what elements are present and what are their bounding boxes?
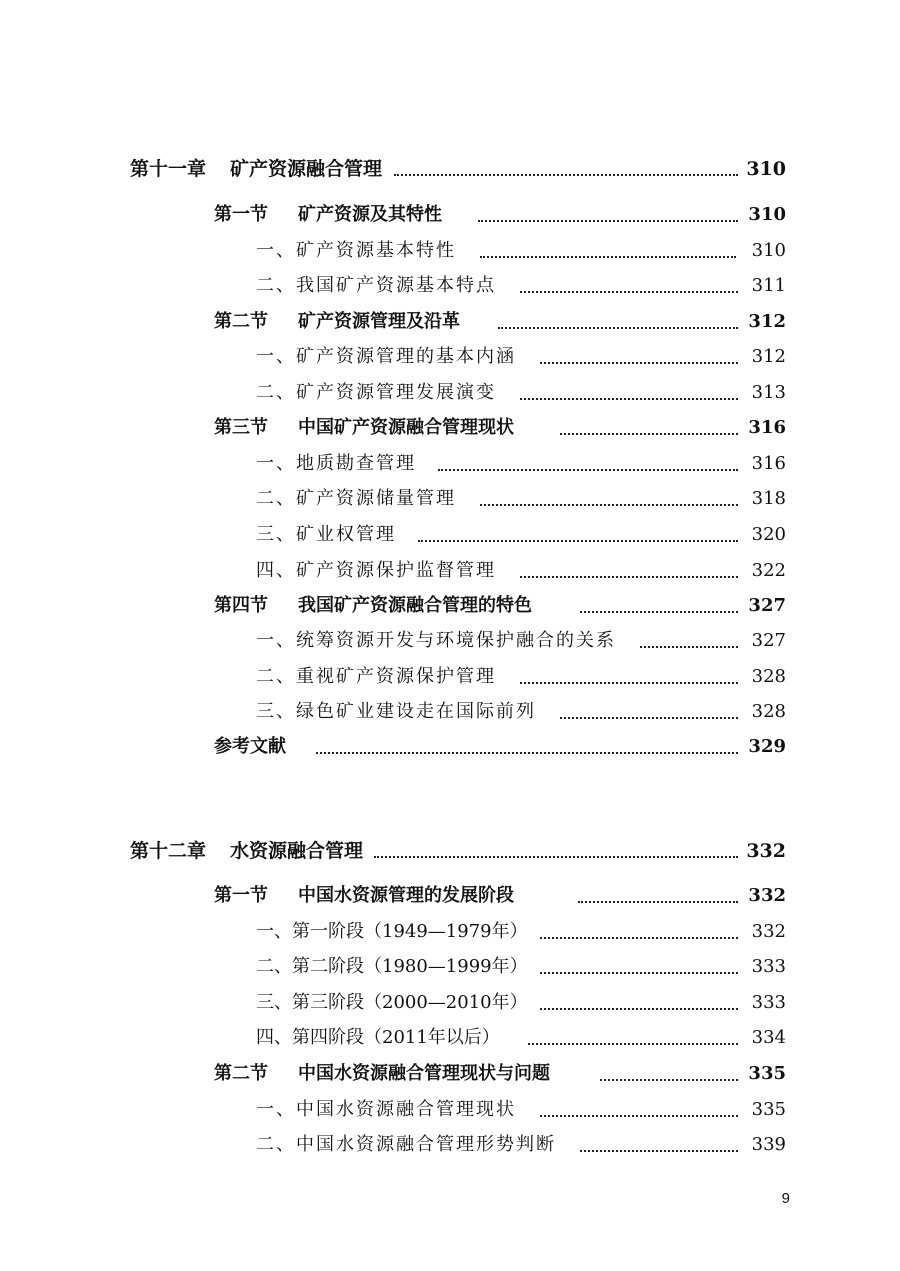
chapter-heading: 第十二章 水资源融合管理 332 bbox=[130, 840, 786, 862]
dot-leader bbox=[480, 256, 736, 258]
dot-leader bbox=[520, 291, 738, 293]
dot-leader bbox=[540, 362, 738, 364]
dot-leader bbox=[540, 1115, 738, 1117]
dot-leader bbox=[578, 901, 738, 903]
dot-leader bbox=[560, 433, 738, 435]
toc-item: 一、第一阶段（1949—1979年） 332 bbox=[256, 921, 786, 942]
toc-item: 一、矿产资源管理的基本内涵 312 bbox=[256, 346, 786, 367]
section-heading: 第三节 中国矿产资源融合管理现状 316 bbox=[214, 417, 786, 438]
dot-leader bbox=[528, 1043, 738, 1045]
dot-leader bbox=[540, 937, 738, 939]
toc-item: 一、矿产资源基本特性 310 bbox=[256, 240, 786, 261]
dot-leader bbox=[438, 469, 738, 471]
toc-item: 二、重视矿产资源保护管理 328 bbox=[256, 666, 786, 687]
toc-item: 四、矿产资源保护监督管理 322 bbox=[256, 560, 786, 581]
dot-leader bbox=[520, 682, 738, 684]
section-heading: 第一节 矿产资源及其特性 310 bbox=[214, 204, 786, 225]
dot-leader bbox=[600, 1079, 738, 1081]
toc-item: 二、第二阶段（1980—1999年） 333 bbox=[256, 956, 786, 977]
dot-leader bbox=[580, 611, 738, 613]
toc-item: 一、统筹资源开发与环境保护融合的关系 327 bbox=[256, 630, 786, 651]
section-heading: 第二节 中国水资源融合管理现状与问题 335 bbox=[214, 1063, 786, 1084]
toc-item: 一、地质勘查管理 316 bbox=[256, 453, 786, 474]
chapter-heading: 第十一章 矿产资源融合管理 310 bbox=[130, 158, 786, 180]
toc-item: 二、我国矿产资源基本特点 311 bbox=[256, 275, 786, 296]
section-heading: 第一节 中国水资源管理的发展阶段 332 bbox=[214, 885, 786, 906]
dot-leader bbox=[418, 540, 738, 542]
section-heading: 第二节 矿产资源管理及沿革 312 bbox=[214, 311, 786, 332]
dot-leader bbox=[316, 752, 738, 754]
dot-leader bbox=[540, 1008, 738, 1010]
toc-item: 一、中国水资源融合管理现状 335 bbox=[256, 1099, 786, 1120]
section-heading: 第四节 我国矿产资源融合管理的特色 327 bbox=[214, 595, 786, 616]
dot-leader bbox=[498, 327, 738, 329]
toc-item: 三、绿色矿业建设走在国际前列 328 bbox=[256, 701, 786, 722]
dot-leader bbox=[560, 717, 738, 719]
references-heading: 参考文献 329 bbox=[214, 736, 786, 757]
toc-item: 三、第三阶段（2000—2010年） 333 bbox=[256, 992, 786, 1013]
toc-item: 二、矿产资源储量管理 318 bbox=[256, 488, 786, 509]
toc-item: 二、中国水资源融合管理形势判断 339 bbox=[256, 1134, 786, 1155]
dot-leader bbox=[374, 856, 738, 858]
toc-item: 三、矿业权管理 320 bbox=[256, 524, 786, 545]
dot-leader bbox=[580, 1150, 738, 1152]
toc-item: 四、第四阶段（2011年以后） 334 bbox=[256, 1027, 786, 1048]
dot-leader bbox=[520, 576, 738, 578]
toc-item: 二、矿产资源管理发展演变 313 bbox=[256, 382, 786, 403]
dot-leader bbox=[394, 174, 738, 176]
dot-leader bbox=[520, 398, 738, 400]
dot-leader bbox=[540, 972, 738, 974]
dot-leader bbox=[478, 220, 738, 222]
dot-leader bbox=[640, 646, 738, 648]
page-number: 9 bbox=[781, 1190, 790, 1207]
dot-leader bbox=[480, 504, 738, 506]
